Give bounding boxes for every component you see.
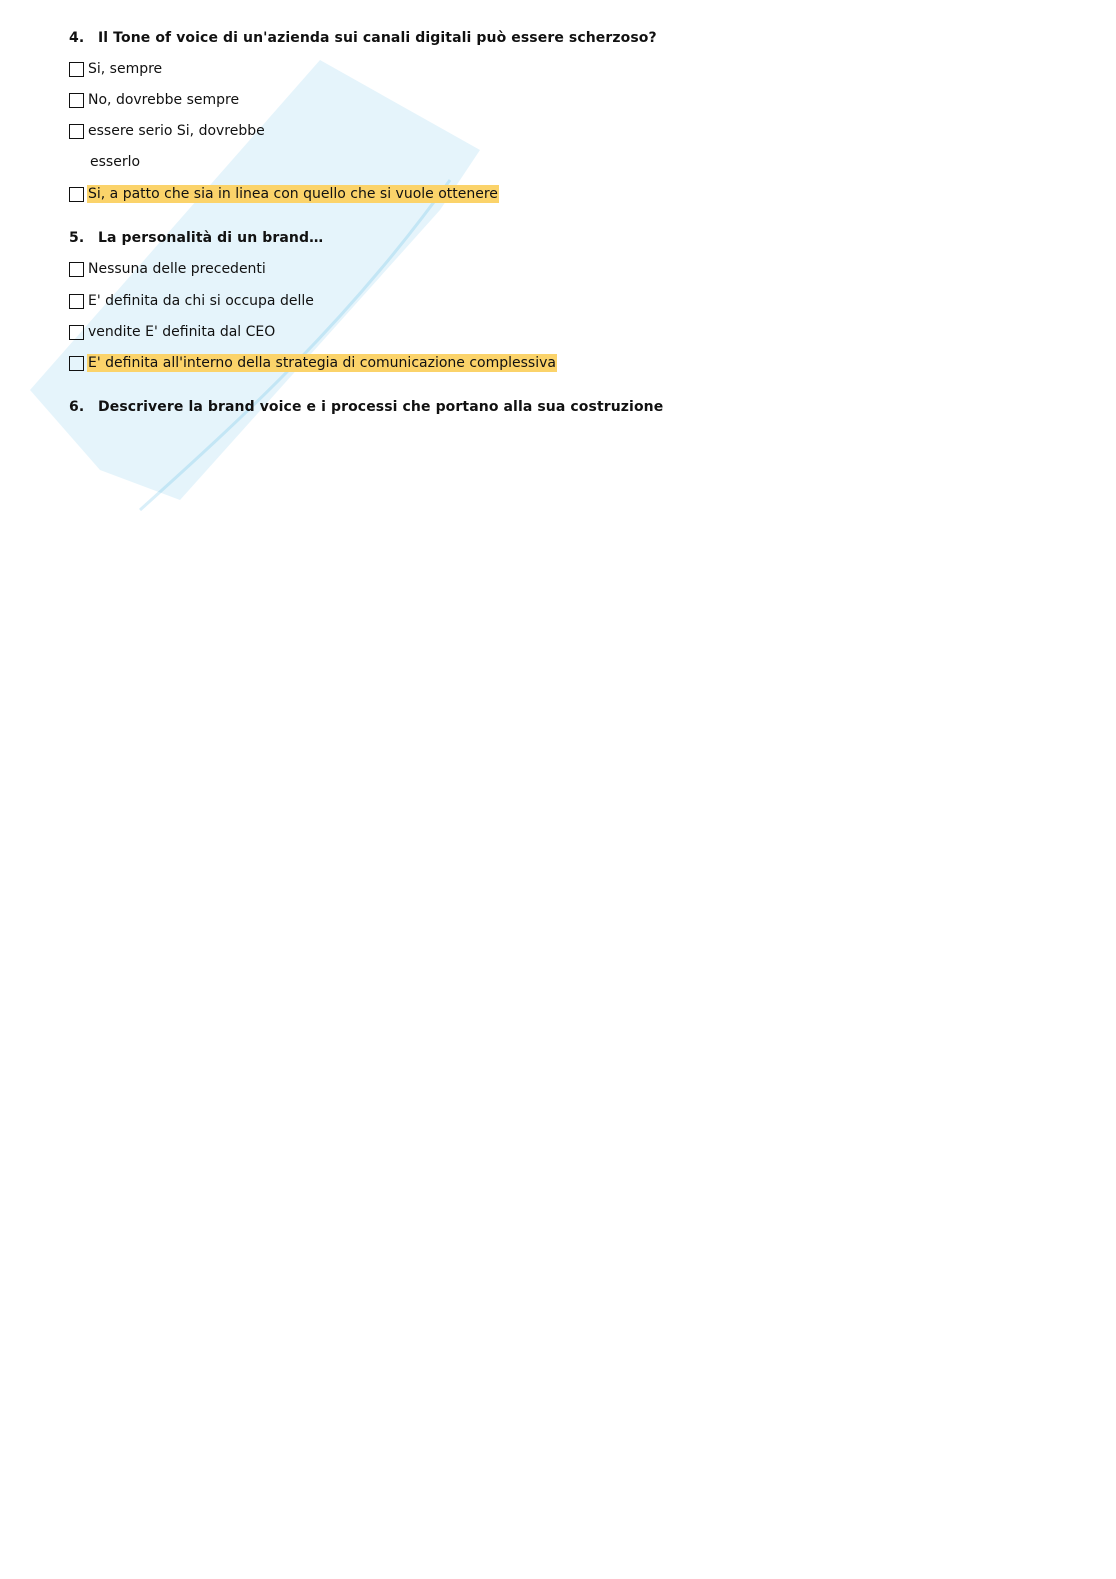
option-label-highlighted: Si, a patto che sia in linea con quello che si vuole ottenere [88, 186, 498, 202]
option-label: No, dovrebbe sempre [88, 92, 240, 108]
option-label: essere serio Si, dovrebbe [88, 123, 265, 139]
question-number: 5. [69, 230, 85, 246]
q5-option-2[interactable] [69, 291, 315, 311]
checkbox[interactable] [69, 262, 84, 277]
checkbox[interactable] [69, 62, 84, 77]
q4-option-3[interactable] [69, 121, 266, 141]
question-6 [69, 399, 663, 415]
q4-option-4[interactable] [69, 184, 499, 204]
checkbox[interactable] [69, 187, 84, 202]
question-text: Il Tone of voice di un'azienda sui canali digitali può essere scherzoso? [98, 30, 657, 46]
option-label: E' definita da chi si occupa delle [88, 293, 314, 309]
q5-option-4[interactable] [69, 353, 557, 373]
question-5 [69, 230, 323, 246]
checkbox[interactable] [69, 356, 84, 371]
watermark-logo [20, 40, 490, 540]
question-number: 4. [69, 30, 85, 46]
q5-option-1[interactable] [69, 259, 267, 279]
question-number: 6. [69, 399, 85, 415]
q4-option-1[interactable] [69, 59, 163, 79]
checkbox[interactable] [69, 93, 84, 108]
option-label: Si, sempre [88, 61, 163, 77]
question-4 [69, 30, 657, 46]
option-label: vendite E' definita dal CEO [88, 324, 276, 340]
option-label: Nessuna delle precedenti [88, 261, 266, 277]
checkbox[interactable] [69, 124, 84, 139]
q4-option-continuation: esserlo [90, 154, 141, 170]
checkbox[interactable] [69, 325, 84, 340]
checkbox[interactable] [69, 294, 84, 309]
option-label-highlighted: E' definita all'interno della strategia di comunicazione complessiva [88, 355, 556, 371]
q5-option-3[interactable] [69, 322, 276, 342]
q4-option-2[interactable] [69, 90, 240, 110]
question-text: La personalità di un brand… [98, 230, 324, 246]
question-text: Descrivere la brand voice e i processi che portano alla sua costruzione [98, 399, 664, 415]
